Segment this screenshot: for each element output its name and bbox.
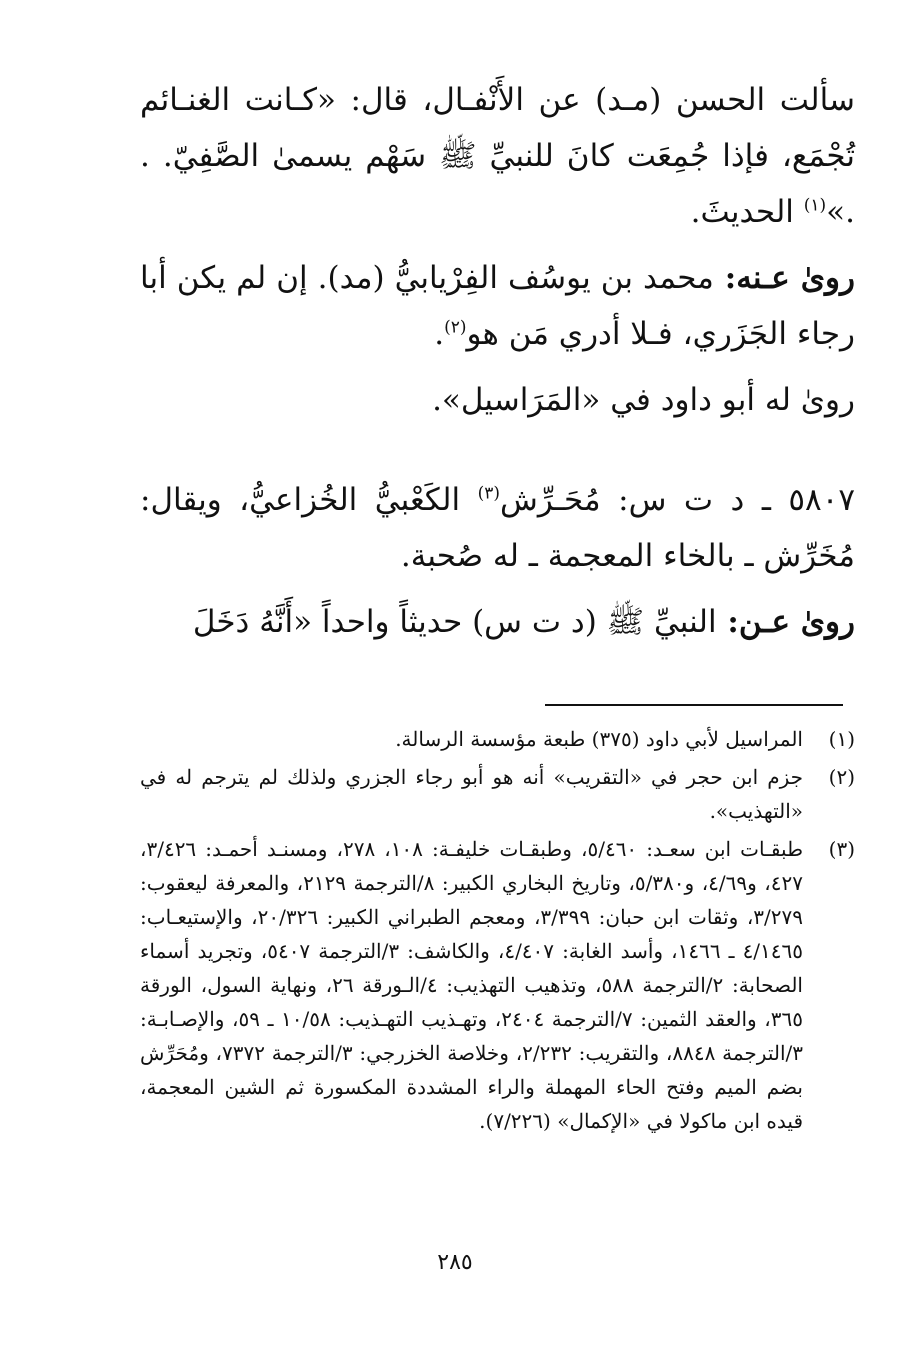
footnote-ref-2[interactable]: (٢) [444,317,467,338]
main-text [140,72,855,650]
footnote-text: طبقـات ابن سعـد: ٥/٤٦٠، وطبقـات خليفـة: ١٠٨، ٢٧٨، ومسنـد أحمـد: ٣/٤٢٦، ٤٢٧، و٤/٦٩، و٥/٣٨٠، وتاريخ البخاري الكبير: ٨/الترجمة ٢١٢٩، والمعرفة ليعقوب: ٣/٢٧٩، وثقات ابن حبان: ٣/٣٩٩، ومعجم الطبراني الكبير: ٢٠/٣٢٦، والإستيعـاب: ٤/١٤٦٥ ـ ١٤٦٦، وأسد الغابة: ٤/٤٠٧، والكاشف: ٣/الترجمة ٥٤٠٧، وتجريد أسماء الصحابة: ٢/الترجمة ٥٨٨، وتذهيب التهذيب: ٤/الـورقة ٢٦، ونهاية السول، الورقة ٣٦٥، والعقد الثمين: ٧/الترجمة ٢٤٠٤، وتهـذيب التهـذيب: ١٠/٥٨ ـ ٥٩، والإصـابـة: ٣/الترجمة ٨٨٤٨، والتقريب: ٢/٢٣٢، وخلاصة الخزرجي: ٣/الترجمة ٧٣٧٢، ومُحَرِّش بضم الميم وفتح الحاء المهملة والراء المشددة المكسورة ثم الشين المعجمة، قيده ابن ماكولا في «الإكمال» (٧/٢٢٦). [140,837,804,1133]
page-number: ٢٨٥ [437,1250,473,1275]
paragraph-text: روىٰ له أبو داود في «المَرَاسيل». [432,382,855,418]
paragraph-tail: الحديثَ. [690,194,804,230]
footnote-number: (٢) [828,765,855,789]
entry-5807 [140,472,855,584]
paragraph-text: النبيِّ ﷺ (د ت س) حديثاً واحداً «أَنَّهُ دَخَلَ [192,604,717,640]
paragraph-lead: روىٰ عـن: [716,604,855,640]
paragraph-lead: روىٰ عـنه: [713,260,855,296]
footnote-text: جزم ابن حجر في «التقريب» أنه هو أبو رجاء الجزري ولذلك لم يترجم له في «التهذيب». [140,765,803,823]
paragraph-tail: الكَعْبيُّ الخُزاعيُّ، ويقال: مُخَرِّش ـ بالخاء المعجمة ـ له صُحبة. [140,482,855,574]
entry-heading: ٥٨٠٧ ـ د ت س: مُحَـرِّش [500,482,855,518]
footnote-2 [140,760,855,828]
footnote-divider [545,704,843,706]
paragraph-text: سألت الحسن (مـد) عن الأَنْفـال، قال: «كـانت الغنـائم تُجْمَع، فإذا جُمِعَت كانَ للنبيِّ ﷺ سَهْم يسمىٰ الصَّفِيّ. . .» [140,82,855,230]
footnote-number: (١) [828,727,855,751]
footnote-ref-3[interactable]: (٣) [477,483,500,504]
paragraph-text: محمد بن يوسُف الفِرْيابيُّ (مد). إن لم يكن أبا رجاء الجَزَري، فـلا أدري مَن هو [140,260,855,352]
paragraph-tail: . [434,316,445,352]
footnote-1 [140,722,855,756]
paragraph-rawa-an [140,594,855,650]
footnote-text: المراسيل لأبي داود (٣٧٥) طبعة مؤسسة الرسالة. [395,727,803,751]
footnote-number: (٣) [828,837,855,861]
paragraph-rawa-anhu [140,250,855,362]
footnote-ref-1[interactable]: (١) [803,195,827,216]
footnotes [140,722,855,1142]
paragraph-marasil [140,372,855,428]
paragraph-hadith-ghanaim [140,72,855,240]
footnote-3 [140,832,855,1138]
